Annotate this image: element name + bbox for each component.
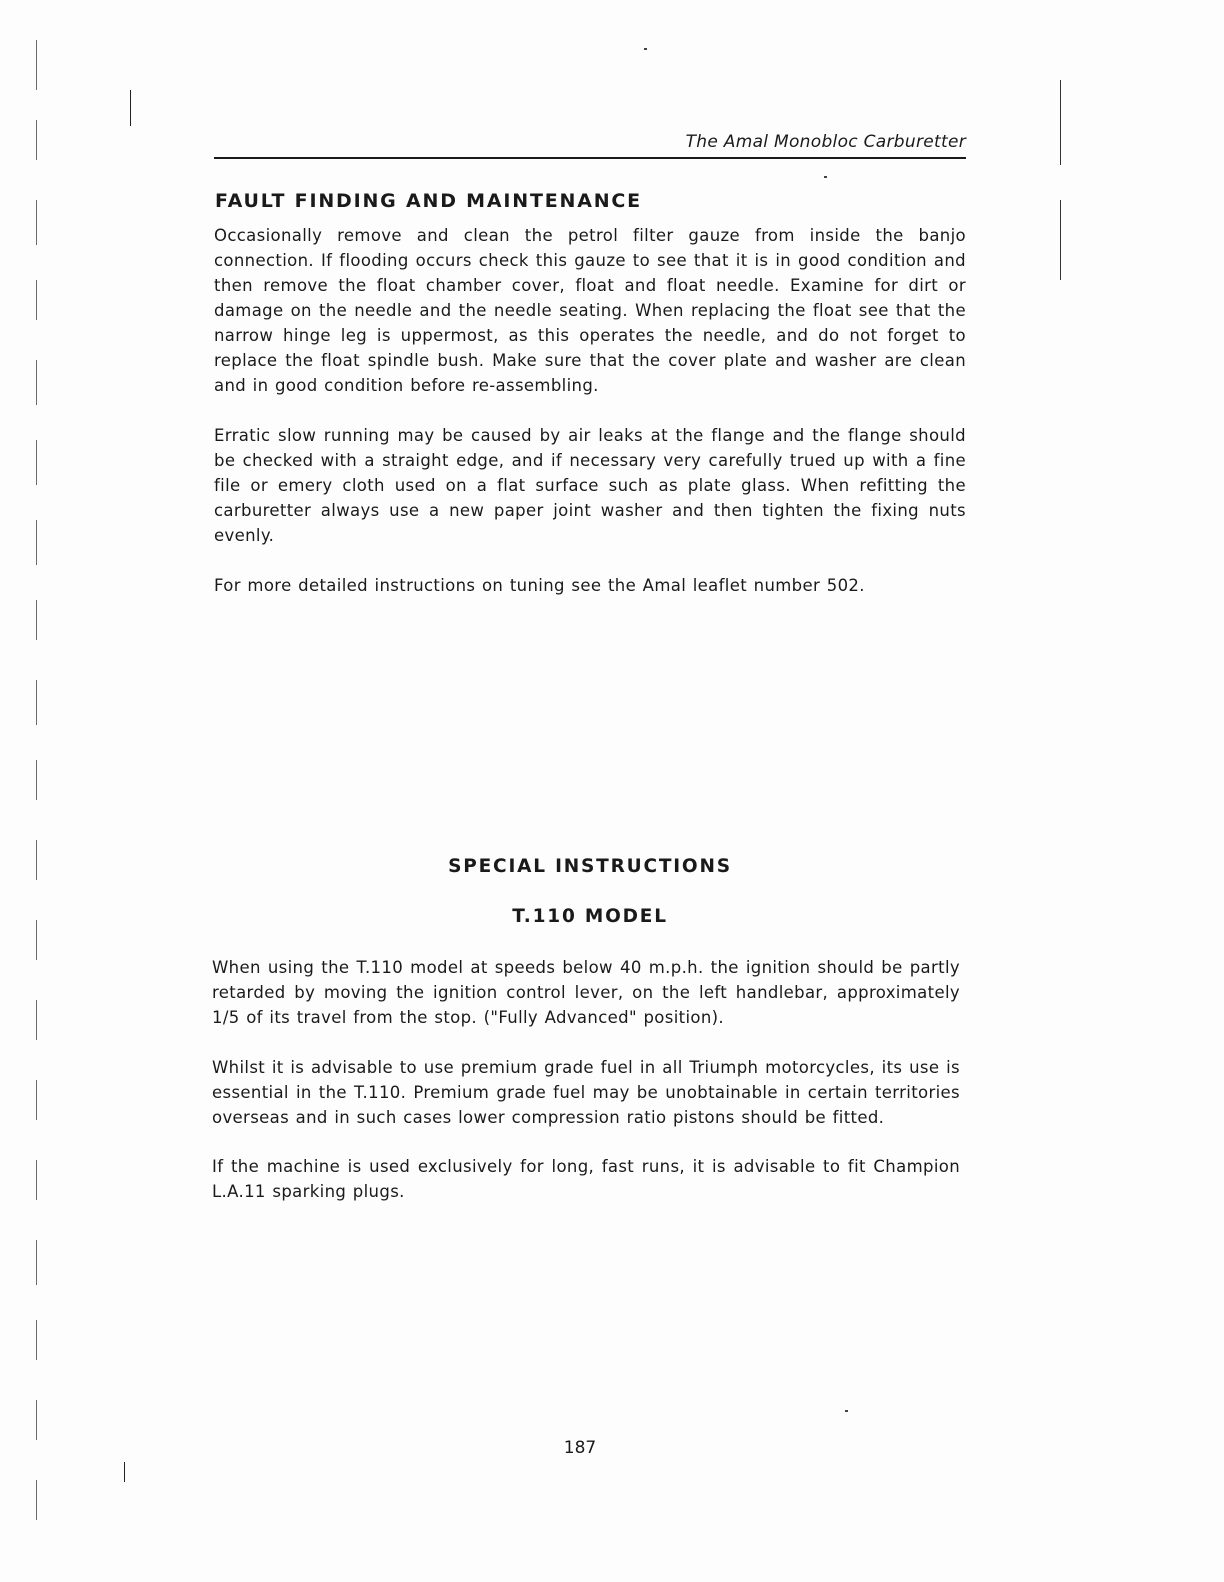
scan-mark bbox=[124, 1462, 125, 1482]
scan-mark bbox=[36, 1000, 37, 1040]
scan-speck bbox=[824, 176, 827, 178]
fault-paragraph-2: Erratic slow running may be caused by air leaks at the flange and the flange should be checked with a straight edge, and if necessary very carefully trued up with a fine file or emery cloth used on a flat surface such as plate glass. When refitting the carburetter always use a new paper joint washer and then tighten the fixing nuts evenly. bbox=[214, 426, 966, 545]
scan-mark bbox=[36, 1080, 37, 1120]
scan-mark bbox=[36, 360, 37, 405]
section-title-fault-finding: FAULT FINDING AND MAINTENANCE bbox=[215, 190, 642, 212]
special-paragraph-3: If the machine is used exclusively for long, fast runs, it is advisable to fit Champion L.A.11 sparking plugs. bbox=[212, 1157, 960, 1201]
scan-mark bbox=[1060, 80, 1061, 165]
running-title: The Amal Monobloc Carburetter bbox=[685, 132, 966, 152]
scan-mark bbox=[36, 200, 37, 245]
scan-mark bbox=[36, 440, 37, 485]
section-title-special-instructions: SPECIAL INSTRUCTIONS bbox=[448, 856, 732, 877]
fault-paragraph-3: For more detailed instructions on tuning see the Amal leaflet number 502. bbox=[214, 576, 865, 595]
header-rule bbox=[214, 157, 966, 159]
scan-mark bbox=[36, 840, 37, 880]
scan-mark bbox=[36, 1400, 37, 1440]
scan-mark bbox=[36, 1160, 37, 1200]
scan-mark bbox=[36, 760, 37, 800]
scan-mark bbox=[36, 40, 37, 90]
scan-speck bbox=[845, 1410, 848, 1412]
special-paragraph-1: When using the T.110 model at speeds below 40 m.p.h. the ignition should be partly retarded by moving the ignition control lever, on the left handlebar, approximately 1/5 of its travel from the stop. ("Fully Advanced" position). bbox=[212, 958, 960, 1027]
scan-mark bbox=[36, 120, 37, 160]
fault-paragraph-1: Occasionally remove and clean the petrol filter gauze from inside the banjo connection. If flooding occurs check this gauze to see that it is in good condition and then remove the float chamber cover, float and float needle. Examine for dirt or damage on the needle and the needle seating. When replacing the float see that the narrow hinge leg is uppermost, as this operates the needle, and do not forget to replace the float spindle bush. Make sure that the cover plate and washer are clean and in good condition before re-assembling. bbox=[214, 226, 966, 395]
scan-mark bbox=[36, 1320, 37, 1360]
scan-speck bbox=[644, 48, 647, 50]
scan-mark bbox=[130, 90, 131, 126]
special-paragraph-2: Whilst it is advisable to use premium grade fuel in all Triumph motorcycles, its use is essential in the T.110. Premium grade fuel may be unobtainable in certain territories overseas and in such cases lower compression ratio pistons should be fitted. bbox=[212, 1058, 960, 1127]
scan-mark bbox=[36, 920, 37, 960]
page-number: 187 bbox=[563, 1438, 597, 1458]
scan-mark bbox=[36, 1240, 37, 1285]
scan-mark bbox=[36, 600, 37, 640]
scan-mark bbox=[36, 680, 37, 725]
scan-mark bbox=[1060, 200, 1061, 280]
scan-mark bbox=[36, 520, 37, 565]
scan-mark bbox=[36, 1480, 37, 1520]
scan-mark bbox=[36, 280, 37, 320]
subsection-title-t110: T.110 MODEL bbox=[512, 906, 668, 927]
